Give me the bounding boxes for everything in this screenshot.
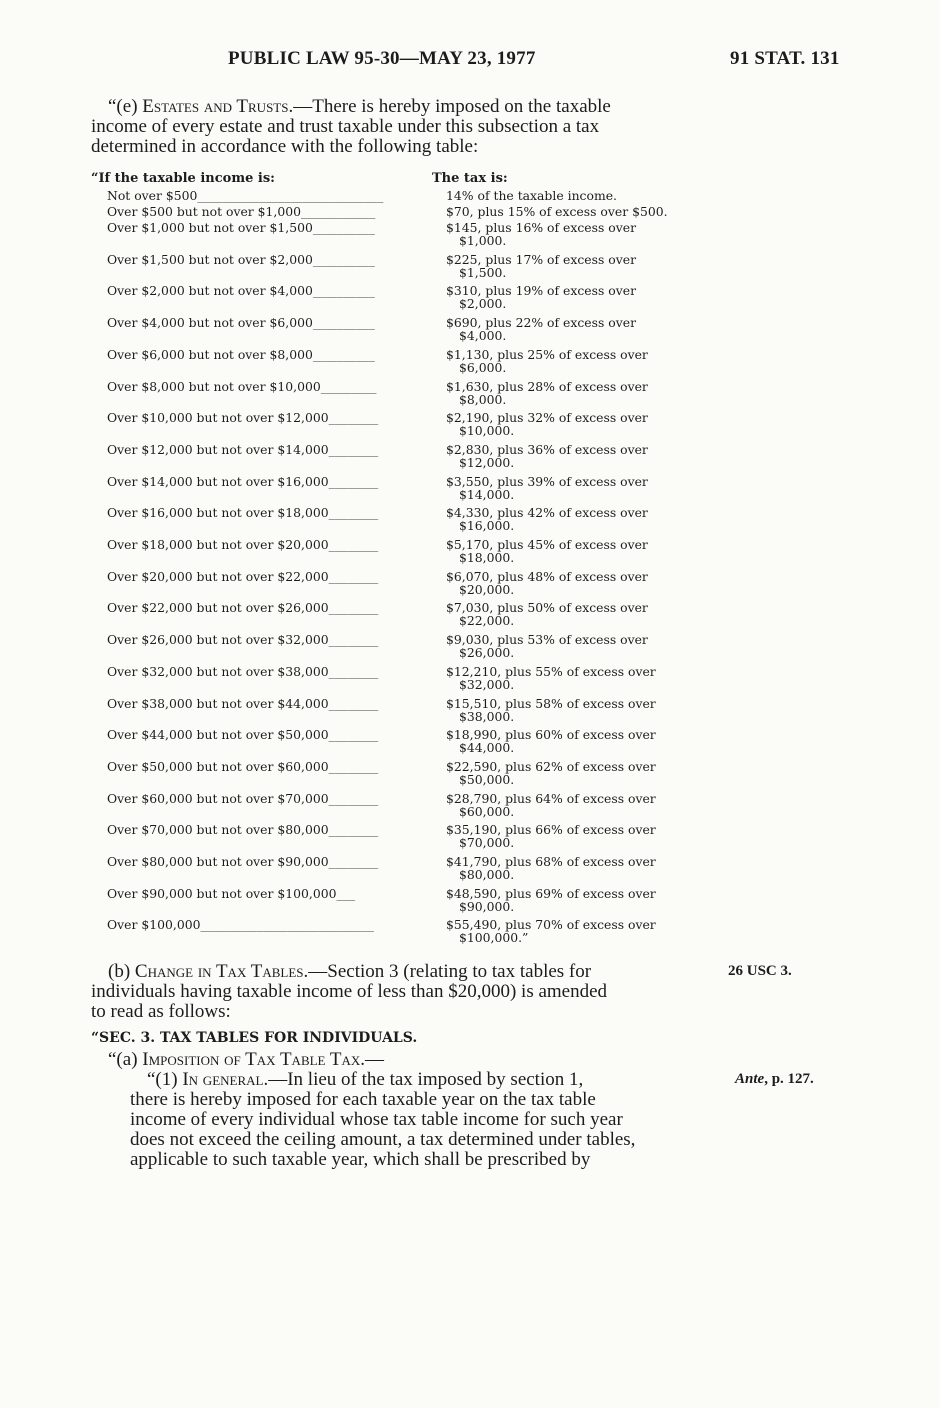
tax-amount-continuation: $50,000. <box>459 771 515 787</box>
margin-ante-word: Ante <box>735 1071 765 1087</box>
leader-dots: _________ <box>320 378 377 394</box>
table-row-income <box>107 505 378 520</box>
tax-amount-text: $35,190, plus 66% of excess over <box>446 822 656 838</box>
income-bracket-label: Over $18,000 but not over $20,000 <box>107 537 329 552</box>
tax-amount-continuation: $26,000. <box>459 645 515 661</box>
paragraph-1-line1-rest: —In lieu of the tax imposed by section 1, <box>268 1069 584 1090</box>
income-bracket-label: Over $80,000 but not over $90,000 <box>107 854 329 869</box>
table-row-tax <box>446 442 712 470</box>
tax-amount-continuation: $1,000. <box>459 233 507 248</box>
tax-amount-text: $55,490, plus 70% of excess over <box>446 917 656 933</box>
table-row-tax <box>446 315 712 343</box>
tax-amount-text: $48,590, plus 69% of excess over <box>446 885 656 901</box>
table-row-income <box>107 410 378 425</box>
leader-dots: ____________________________ <box>200 917 374 933</box>
margin-note-ante <box>735 1071 814 1088</box>
table-row-income <box>107 252 375 267</box>
leader-dots: ________ <box>328 600 379 616</box>
tax-amount-continuation: $18,000. <box>459 550 515 565</box>
table-row-income <box>107 759 378 774</box>
leader-dots: ____________ <box>301 204 376 219</box>
table-col-right-header: The tax is: <box>432 171 508 186</box>
leader-dots: __________ <box>312 346 375 362</box>
subsection-a-tail: — <box>365 1049 385 1070</box>
income-bracket-label: Over $16,000 but not over $18,000 <box>107 505 329 521</box>
tax-amount-text: $18,990, plus 60% of excess over <box>446 727 656 743</box>
tax-amount-continuation: $60,000. <box>459 803 515 819</box>
tax-amount-continuation: $22,000. <box>459 613 515 629</box>
tax-amount-text: $28,790, plus 64% of excess over <box>446 790 656 806</box>
tax-amount-text: $2,190, plus 32% of excess over <box>446 410 648 426</box>
leader-dots: __________ <box>312 220 375 235</box>
table-row-tax <box>446 886 712 914</box>
table-row-income <box>107 886 355 901</box>
table-row-tax <box>446 252 712 280</box>
tax-amount-text: $310, plus 19% of excess over <box>446 283 637 299</box>
table-row-income <box>107 474 378 489</box>
paragraph-1-line-2: there is hereby imposed for each taxable year on the tax table <box>130 1089 596 1110</box>
section-b-line-2: individuals having taxable income of less than $20,000) is amended <box>91 981 608 1002</box>
table-row-income <box>107 283 375 298</box>
paragraph-1-heading: In general. <box>182 1069 269 1090</box>
tax-amount-continuation: $10,000. <box>459 423 515 439</box>
tax-amount-text: $9,030, plus 53% of excess over <box>446 632 648 648</box>
table-row-tax <box>446 664 712 692</box>
income-bracket-label: Over $38,000 but not over $44,000 <box>107 695 329 711</box>
tax-amount-continuation: $8,000. <box>459 391 507 407</box>
paragraph-1-line-5: applicable to such taxable year, which shall be prescribed by <box>130 1149 591 1170</box>
intro-line-2: income of every estate and trust taxable under this subsection a tax <box>91 116 600 137</box>
table-col-left-header: “If the taxable income is: <box>91 171 275 186</box>
tax-amount-text: $41,790, plus 68% of excess over <box>446 854 656 869</box>
table-row-tax <box>446 474 712 502</box>
paragraph-1-line-1 <box>147 1070 583 1090</box>
section-b-lead: (b) <box>108 961 135 982</box>
tax-amount-text: $6,070, plus 48% of excess over <box>446 568 648 584</box>
tax-amount-continuation: $32,000. <box>459 676 515 692</box>
section-b-line-1 <box>108 962 591 982</box>
tax-amount-continuation: $2,000. <box>459 296 507 312</box>
leader-dots: ________ <box>328 568 379 584</box>
paragraph-1-lead: “(1) <box>147 1069 183 1090</box>
leader-dots: __________ <box>312 251 375 267</box>
tax-amount-text: $4,330, plus 42% of excess over <box>446 505 648 521</box>
table-row-income <box>107 347 375 362</box>
table-row-income <box>107 854 378 869</box>
leader-dots: __________ <box>312 315 375 331</box>
income-bracket-label: Over $14,000 but not over $16,000 <box>107 473 329 489</box>
section-b-line-3: to read as follows: <box>91 1001 231 1022</box>
table-row-tax <box>446 727 712 755</box>
table-row-tax <box>446 917 712 945</box>
table-row-income <box>107 727 378 742</box>
table-row-income <box>107 204 375 219</box>
margin-note-usc: 26 USC 3. <box>728 963 792 979</box>
leader-dots: ________ <box>328 822 379 838</box>
table-row-tax <box>446 347 712 375</box>
tax-amount-text: $1,630, plus 28% of excess over <box>446 378 648 394</box>
income-bracket-label: Over $90,000 but not over $100,000 <box>107 885 337 901</box>
leader-dots: ________ <box>328 473 379 489</box>
table-row-income <box>107 379 377 394</box>
table-row-income <box>107 822 378 837</box>
intro-line-1 <box>108 97 611 117</box>
tax-amount-continuation: $80,000. <box>459 867 515 882</box>
table-row-income <box>107 569 378 584</box>
margin-ante-page: , p. 127. <box>764 1071 814 1087</box>
table-row-tax <box>446 379 712 407</box>
subsection-a-line <box>108 1050 384 1070</box>
paragraph-1-line-3: income of every individual whose tax table income for such year <box>130 1109 623 1130</box>
table-row-tax <box>446 204 712 219</box>
table-row-tax <box>446 791 712 819</box>
intro-lead: “(e) <box>108 96 143 117</box>
table-row-tax <box>446 220 712 248</box>
table-row-tax <box>446 600 712 628</box>
leader-dots: ________ <box>328 854 379 869</box>
income-bracket-label: Over $70,000 but not over $80,000 <box>107 822 329 838</box>
tax-amount-continuation: $38,000. <box>459 708 515 724</box>
tax-amount-text: $1,130, plus 25% of excess over <box>446 346 648 362</box>
leader-dots: ________ <box>328 410 379 426</box>
income-bracket-label: Over $50,000 but not over $60,000 <box>107 758 329 774</box>
leader-dots: ________ <box>328 727 379 743</box>
subsection-a-lead: “(a) <box>108 1049 143 1070</box>
income-bracket-label: Over $8,000 but not over $10,000 <box>107 378 321 394</box>
tax-amount-continuation: $44,000. <box>459 740 515 756</box>
income-bracket-label: Over $26,000 but not over $32,000 <box>107 632 329 648</box>
leader-dots: ________ <box>328 758 379 774</box>
tax-amount-continuation: $20,000. <box>459 581 515 597</box>
leader-dots: ________ <box>328 695 379 711</box>
tax-amount-text: 14% of the taxable income. <box>446 188 617 203</box>
table-row-income <box>107 537 378 552</box>
income-bracket-label: Over $100,000 <box>107 917 201 933</box>
table-row-income <box>107 220 375 235</box>
leader-dots: ___ <box>336 885 356 901</box>
income-bracket-label: Over $1,000 but not over $1,500 <box>107 220 313 235</box>
table-row-income <box>107 664 378 679</box>
table-row-income <box>107 917 374 932</box>
income-bracket-label: Over $500 but not over $1,000 <box>107 204 302 219</box>
tax-amount-continuation: $90,000. <box>459 898 515 914</box>
income-bracket-label: Over $32,000 but not over $38,000 <box>107 663 329 679</box>
tax-amount-text: $690, plus 22% of excess over <box>446 315 637 331</box>
table-row-tax <box>446 696 712 724</box>
tax-amount-text: $5,170, plus 45% of excess over <box>446 537 648 552</box>
leader-dots: ________ <box>328 632 379 648</box>
subsection-a-heading: Imposition of Tax Table Tax. <box>142 1049 366 1070</box>
paragraph-1-line-4: does not exceed the ceiling amount, a tax determined under tables, <box>130 1129 636 1150</box>
tax-amount-continuation: $100,000.” <box>459 930 529 946</box>
income-bracket-label: Over $10,000 but not over $12,000 <box>107 410 329 426</box>
table-row-tax <box>446 283 712 311</box>
tax-amount-continuation: $4,000. <box>459 328 507 344</box>
leader-dots: ________ <box>328 790 379 806</box>
table-row-tax <box>446 410 712 438</box>
table-row-income <box>107 696 378 711</box>
table-row-tax <box>446 854 712 882</box>
tax-amount-continuation: $6,000. <box>459 359 507 375</box>
leader-dots: ________ <box>328 663 379 679</box>
page-header-stat: 91 STAT. 131 <box>730 48 840 69</box>
tax-amount-text: $7,030, plus 50% of excess over <box>446 600 648 616</box>
leader-dots: ________ <box>328 441 379 457</box>
income-bracket-label: Over $2,000 but not over $4,000 <box>107 283 313 299</box>
income-bracket-label: Not over $500 <box>107 188 198 203</box>
tax-amount-text: $225, plus 17% of excess over <box>446 251 637 267</box>
tax-amount-continuation: $16,000. <box>459 518 515 534</box>
tax-amount-text: $3,550, plus 39% of excess over <box>446 473 648 489</box>
tax-amount-continuation: $1,500. <box>459 264 507 280</box>
tax-amount-text: $145, plus 16% of excess over <box>446 220 637 235</box>
table-row-tax <box>446 632 712 660</box>
tax-amount-text: $12,210, plus 55% of excess over <box>446 663 656 679</box>
section-b-heading: Change in Tax Tables. <box>134 961 309 982</box>
income-bracket-label: Over $1,500 but not over $2,000 <box>107 251 313 267</box>
leader-dots: ______________________________ <box>197 188 384 203</box>
table-row-tax <box>446 505 712 533</box>
tax-amount-text: $15,510, plus 58% of excess over <box>446 695 656 711</box>
table-row-income <box>107 791 378 806</box>
intro-line-3: determined in accordance with the following table: <box>91 136 479 157</box>
income-bracket-label: Over $4,000 but not over $6,000 <box>107 315 313 331</box>
tax-amount-continuation: $70,000. <box>459 835 515 851</box>
leader-dots: ________ <box>328 537 379 552</box>
page-header-title: PUBLIC LAW 95-30—MAY 23, 1977 <box>228 48 536 69</box>
income-bracket-label: Over $12,000 but not over $14,000 <box>107 441 329 457</box>
intro-heading: Estates and Trusts. <box>142 96 294 117</box>
intro-line1-rest: —There is hereby imposed on the taxable <box>293 96 611 117</box>
table-row-tax <box>446 188 712 203</box>
table-row-tax <box>446 822 712 850</box>
tax-amount-text: $70, plus 15% of excess over $500. <box>446 204 668 219</box>
income-bracket-label: Over $20,000 but not over $22,000 <box>107 568 329 584</box>
table-row-tax <box>446 759 712 787</box>
income-bracket-label: Over $44,000 but not over $50,000 <box>107 727 329 743</box>
tax-amount-continuation: $14,000. <box>459 486 515 502</box>
income-bracket-label: Over $6,000 but not over $8,000 <box>107 346 313 362</box>
table-row-income <box>107 188 383 203</box>
table-row-income <box>107 632 378 647</box>
table-row-income <box>107 315 375 330</box>
section-3-title: “SEC. 3. TAX TABLES FOR INDIVIDUALS. <box>91 1030 418 1046</box>
section-b-line1-rest: —Section 3 (relating to tax tables for <box>308 961 592 982</box>
tax-amount-text: $22,590, plus 62% of excess over <box>446 758 656 774</box>
table-row-tax <box>446 569 712 597</box>
leader-dots: __________ <box>312 283 375 299</box>
leader-dots: ________ <box>328 505 379 521</box>
table-row-income <box>107 442 378 457</box>
table-row-tax <box>446 537 712 565</box>
tax-amount-continuation: $12,000. <box>459 454 515 470</box>
income-bracket-label: Over $22,000 but not over $26,000 <box>107 600 329 616</box>
table-row-income <box>107 600 378 615</box>
tax-amount-text: $2,830, plus 36% of excess over <box>446 441 648 457</box>
income-bracket-label: Over $60,000 but not over $70,000 <box>107 790 329 806</box>
